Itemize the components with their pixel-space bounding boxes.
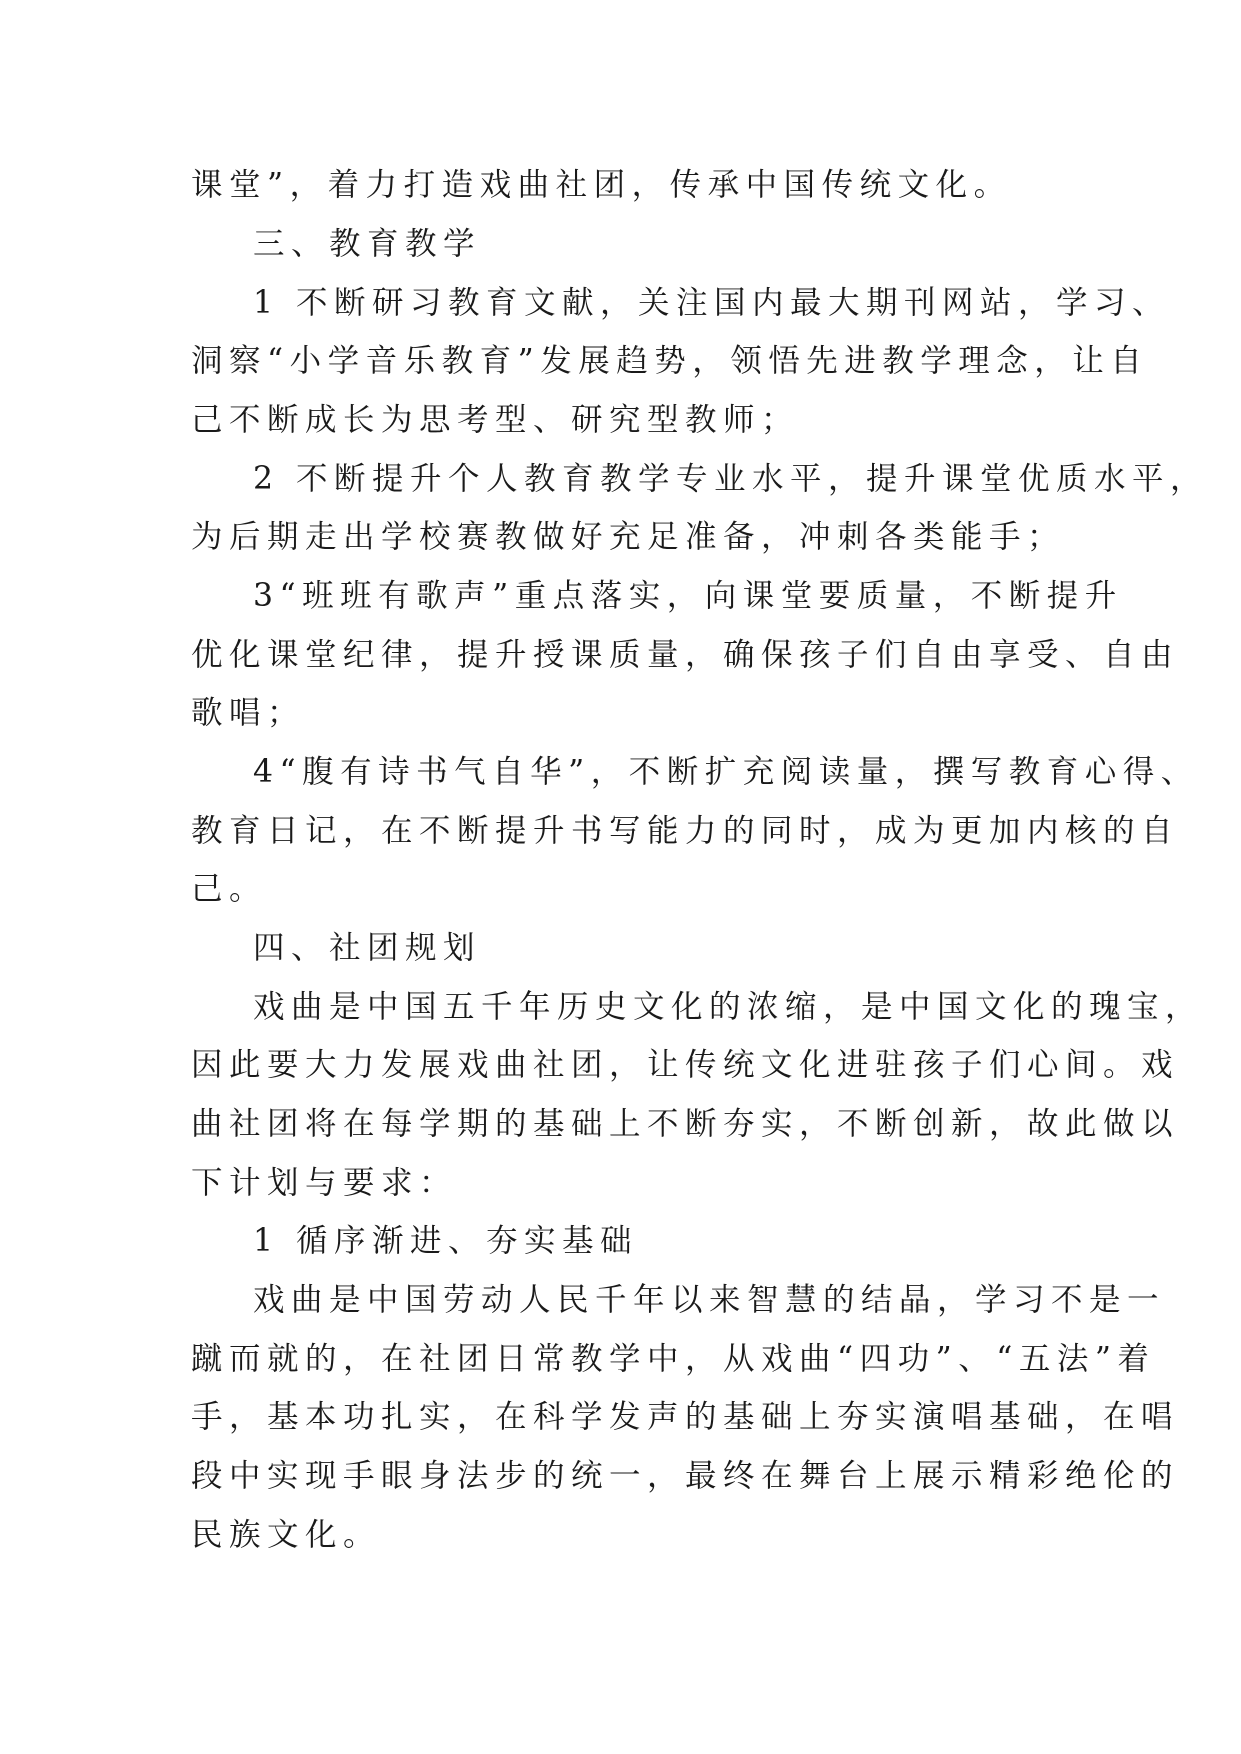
text-line: 蹴而就的，在社团日常教学中，从戏曲“四功”、“五法”着 <box>191 1341 1156 1377</box>
text-line: 因此要大力发展戏曲社团，让传统文化进驻孩子们心间。戏 <box>191 1047 1180 1083</box>
text-line: 段中实现手眼身法步的统一，最终在舞台上展示精彩绝伦的 <box>191 1458 1180 1494</box>
text-line: 为后期走出学校赛教做好充足准备，冲刺各类能手； <box>191 519 1066 555</box>
text-line: 己不断成长为思考型、研究型教师； <box>191 402 800 438</box>
section-heading: 三、教育教学 <box>253 226 482 262</box>
text-line: 下计划与要求： <box>191 1165 458 1201</box>
subsection-heading: 1 循序渐进、夯实基础 <box>253 1223 639 1259</box>
text-line: 戏曲是中国五千年历史文化的浓缩，是中国文化的瑰宝， <box>253 989 1204 1025</box>
text-line: 民族文化。 <box>191 1517 382 1553</box>
text-line: 优化课堂纪律，提升授课质量，确保孩子们自由享受、自由 <box>191 637 1180 673</box>
text-line: 4“腹有诗书气自华”，不断扩充阅读量，撰写教育心得、 <box>253 754 1199 790</box>
text-line: 己。 <box>191 871 268 907</box>
text-line: 3“班班有歌声”重点落实，向课堂要质量，不断提升 <box>253 578 1123 614</box>
text-line: 戏曲是中国劳动人民千年以来智慧的结晶，学习不是一 <box>253 1282 1166 1318</box>
text-line: 曲社团将在每学期的基础上不断夯实，不断创新，故此做以 <box>191 1106 1180 1142</box>
section-heading: 四、社团规划 <box>253 930 482 966</box>
text-line: 教育日记，在不断提升书写能力的同时，成为更加内核的自 <box>191 813 1180 849</box>
text-line: 洞察“小学音乐教育”发展趋势，领悟先进教学理念，让自 <box>191 343 1149 379</box>
text-line: 歌唱； <box>191 695 306 731</box>
text-line: 课堂”，着力打造戏曲社团，传承中国传统文化。 <box>191 167 1012 203</box>
text-line: 2 不断提升个人教育教学专业水平，提升课堂优质水平， <box>253 461 1209 497</box>
text-line: 1 不断研习教育文献，关注国内最大期刊网站，学习、 <box>253 285 1171 321</box>
text-line: 手，基本功扎实，在科学发声的基础上夯实演唱基础，在唱 <box>191 1399 1180 1435</box>
